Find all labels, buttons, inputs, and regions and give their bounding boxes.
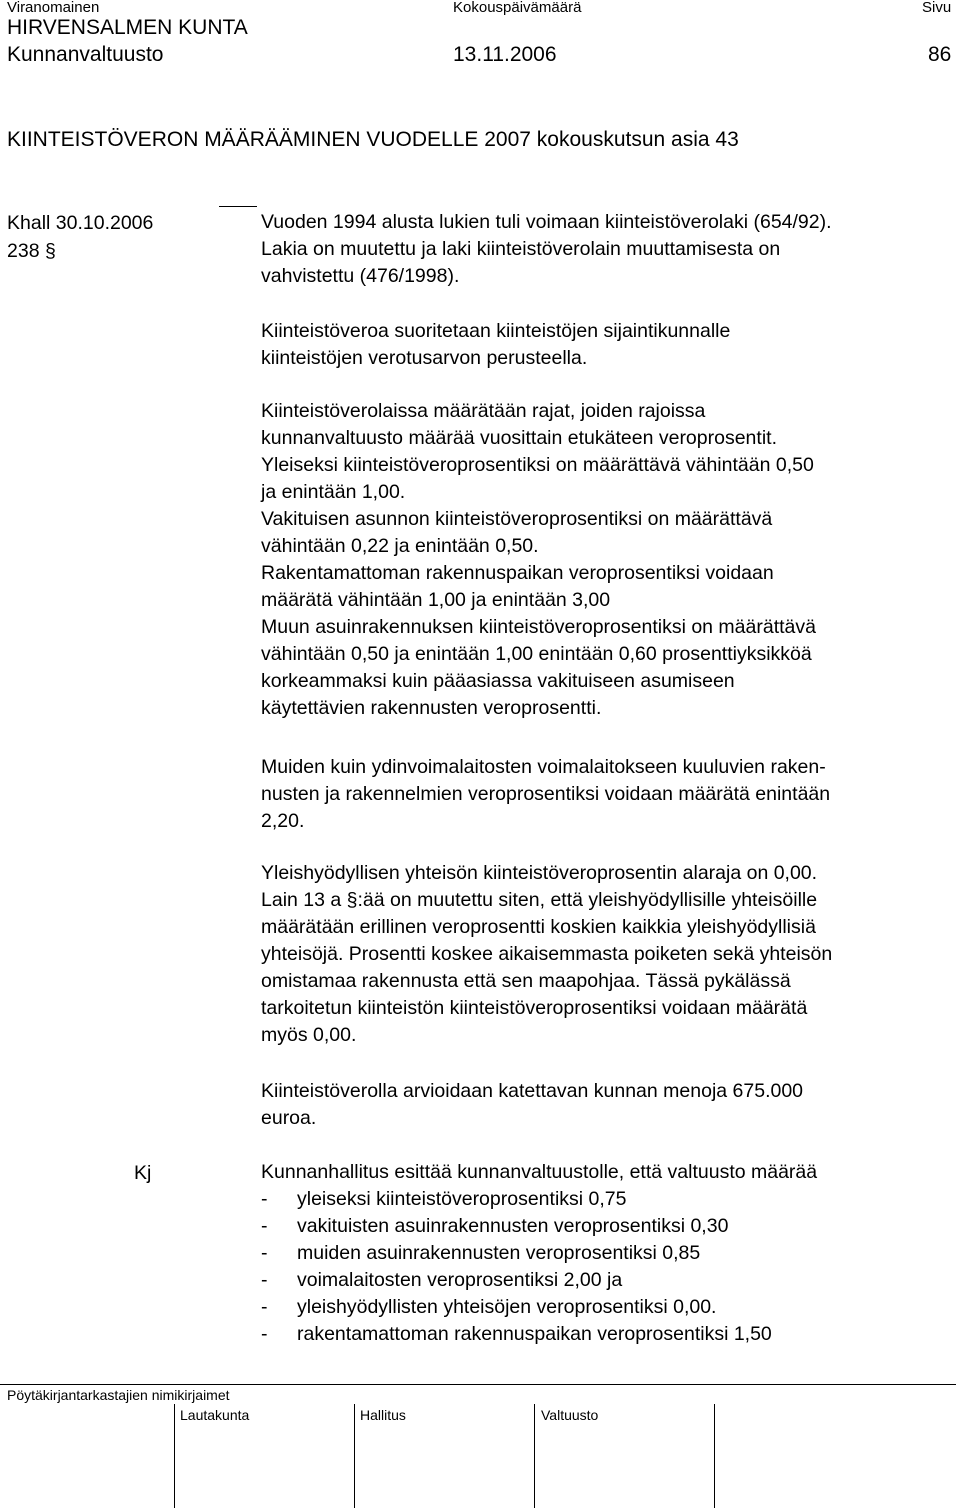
list-dash: - [261, 1242, 268, 1264]
paragraph-line: Muiden kuin ydinvoimalaitosten voimalaitokseen kuuluvien raken- [261, 756, 826, 778]
authority-name: Kunnanvaltuusto [7, 43, 164, 66]
footer-divider [714, 1404, 715, 1508]
paragraph-line: Lakia on muutettu ja laki kiinteistöverolain muuttamisesta on [261, 238, 781, 260]
list-dash: - [261, 1323, 268, 1345]
proposal-item-text: yleiseksi kiinteistöveroprosentiksi 0,75 [297, 1188, 627, 1210]
paragraph-power-plants [261, 754, 951, 835]
proposal-item-text: yleishyödyllisten yhteisöjen veroprosentiksi 0,00. [297, 1296, 717, 1318]
paragraph-line: Kiinteistöverolaissa määrätään rajat, joiden rajoissa [261, 400, 706, 422]
proposal-item [261, 1294, 951, 1321]
proposal-item [261, 1321, 951, 1348]
paragraph-revenue [261, 1078, 951, 1132]
proposal-intro: Kunnanhallitus esittää kunnanvaltuustolle, että valtuusto määrää [261, 1161, 818, 1183]
page-number: 86 [928, 43, 952, 66]
paragraph-line: käytettävien rakennusten veroprosentti. [261, 697, 602, 719]
paragraph-line: Yleiseksi kiinteistöveroprosentiksi on määrättävä vähintään 0,50 [261, 454, 814, 476]
margin-section: 238 § [7, 240, 56, 262]
proposal-item-text: vakituisten asuinrakennusten veroprosentiksi 0,30 [297, 1215, 729, 1237]
paragraph-line: vähintään 0,50 ja enintään 1,00 enintään 0,60 prosenttiyksikköä [261, 643, 812, 665]
paragraph-line: Muun asuinrakennuksen kiinteistöveroprosentiksi on määrättävä [261, 616, 816, 638]
footer-divider [174, 1404, 175, 1508]
paragraph-rate-limits [261, 398, 951, 722]
header-date-label: Kokouspäivämäärä [453, 0, 582, 16]
footer-rule [0, 1384, 956, 1385]
paragraph-law-intro [261, 209, 951, 290]
proposal-item-text: rakentamattoman rakennuspaikan veroprosentiksi 1,50 [297, 1323, 772, 1345]
paragraph-line: tarkoitetun kiinteistön kiinteistöveroprosentiksi voidaan määrätä [261, 997, 808, 1019]
paragraph-line: vähintään 0,22 ja enintään 0,50. [261, 535, 539, 557]
footer-divider [534, 1404, 535, 1508]
paragraph-line: Kiinteistöverolla arvioidaan katettavan kunnan menoja 675.000 [261, 1080, 804, 1102]
footer-executive-label: Hallitus [360, 1407, 406, 1423]
paragraph-line: korkeammaksi kuin pääasiassa vakituiseen asumiseen [261, 670, 735, 692]
footer-board-label: Lautakunta [180, 1407, 250, 1423]
paragraph-line: Rakentamattoman rakennuspaikan veroprosentiksi voidaan [261, 562, 774, 584]
paragraph-line: vahvistettu (476/1998). [261, 265, 460, 287]
paragraph-tax-basis [261, 318, 951, 372]
margin-rule [219, 206, 257, 207]
paragraph-line: omistamaa rakennusta että sen maapohjaa. Tässä pykälässä [261, 970, 791, 992]
paragraph-line: euroa. [261, 1107, 317, 1129]
paragraph-line: määrätään erillinen veroprosentti koskien kaikkia yleishyödyllisiä [261, 916, 816, 938]
list-dash: - [261, 1296, 268, 1318]
paragraph-line: kiinteistöjen verotusarvon perusteella. [261, 347, 588, 369]
paragraph-line: Vakituisen asunnon kiinteistöveroprosentiksi on määrättävä [261, 508, 773, 530]
paragraph-line: ja enintään 1,00. [261, 481, 406, 503]
list-dash: - [261, 1215, 268, 1237]
proposal-item [261, 1186, 951, 1213]
list-dash: - [261, 1269, 268, 1291]
paragraph-public-benefit [261, 860, 951, 1049]
paragraph-line: Yleishyödyllisen yhteisön kiinteistöveroprosentin alaraja on 0,00. [261, 862, 818, 884]
footer-council-label: Valtuusto [541, 1407, 599, 1423]
list-dash: - [261, 1188, 268, 1210]
header-page-label: Sivu [922, 0, 952, 16]
municipality-name: HIRVENSALMEN KUNTA [7, 16, 248, 39]
paragraph-line: määrätä vähintään 1,00 ja enintään 3,00 [261, 589, 611, 611]
footer-initials-label: Pöytäkirjantarkastajien nimikirjaimet [7, 1387, 230, 1403]
proposal-item [261, 1213, 951, 1240]
margin-kj: Kj [134, 1162, 152, 1184]
paragraph-line: 2,20. [261, 810, 305, 832]
margin-reference: Khall 30.10.2006 [7, 212, 154, 234]
proposal-block [261, 1159, 951, 1348]
paragraph-line: Lain 13 a §:ää on muutettu siten, että yleishyödyllisille yhteisöille [261, 889, 818, 911]
proposal-item-text: voimalaitosten veroprosentiksi 2,00 ja [297, 1269, 623, 1291]
proposal-item-text: muiden asuinrakennusten veroprosentiksi 0,85 [297, 1242, 701, 1264]
meeting-date: 13.11.2006 [453, 43, 557, 66]
paragraph-line: myös 0,00. [261, 1024, 357, 1046]
paragraph-line: Kiinteistöveroa suoritetaan kiinteistöjen sijaintikunnalle [261, 320, 731, 342]
proposal-item [261, 1267, 951, 1294]
paragraph-line: kunnanvaltuusto määrää vuosittain etukäteen veroprosentit. [261, 427, 777, 449]
paragraph-line: yhteisöjä. Prosentti koskee aikaisemmasta poiketen sekä yhteisön [261, 943, 833, 965]
document-title: KIINTEISTÖVERON MÄÄRÄÄMINEN VUODELLE 2007 kokouskutsun asia 43 [7, 128, 739, 151]
header-authority-label: Viranomainen [7, 0, 100, 16]
footer-divider [354, 1404, 355, 1508]
paragraph-line: Vuoden 1994 alusta lukien tuli voimaan kiinteistöverolaki (654/92). [261, 211, 832, 233]
proposal-item [261, 1240, 951, 1267]
paragraph-line: nusten ja rakennelmien veroprosentiksi voidaan määrätä enintään [261, 783, 831, 805]
